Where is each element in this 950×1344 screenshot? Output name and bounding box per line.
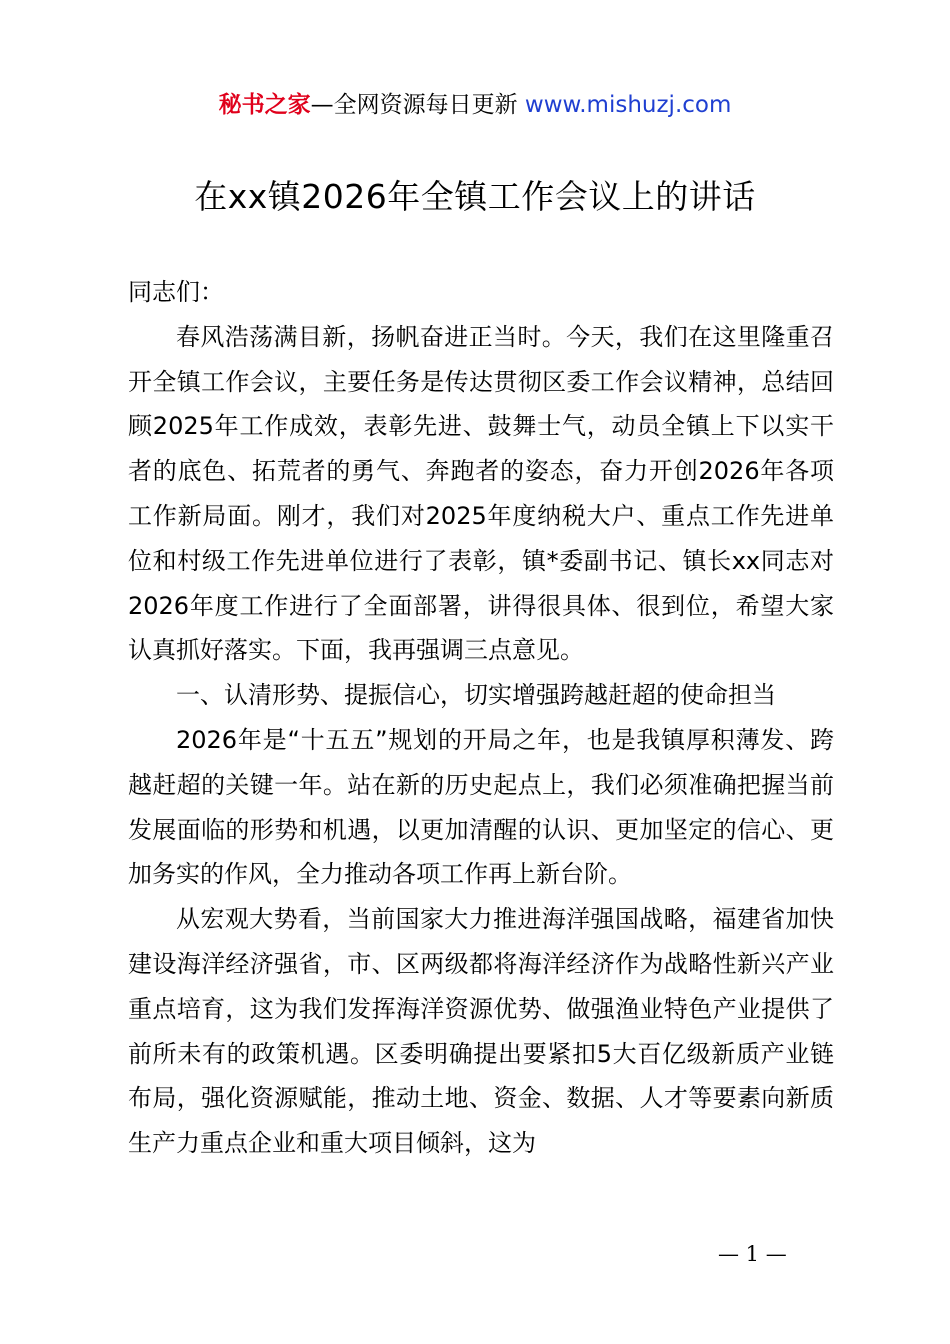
body-paragraph: 2026年是“十五五”规划的开局之年，也是我镇厚积薄发、跨越赶超的关键一年。站在新的历史起点上，我们必须准确把握当前发展面临的形势和机遇，以更加清醒的认识、更加坚定的信心、更加务实的作风，全力推动各项工作再上新台阶。	[128, 725, 834, 889]
section-heading: 一、认清形势、提振信心，切实增强跨越赶超的使命担当	[176, 681, 776, 710]
body-paragraph: 从宏观大势看，当前国家大力推进海洋强国战略，福建省加快建设海洋经济强省，市、区两级都将海洋经济作为战略性新兴产业重点培育，这为我们发挥海洋资源优势、做强渔业特色产业提供了前所未有的政策机遇。区委明确提出要紧扣5大百亿级新质产业链布局，强化资源赋能，推动土地、资金、数据、人才等要素向新质生产力重点企业和重大项目倾斜，这为	[128, 905, 834, 1158]
body-paragraph: 春风浩荡满目新，扬帆奋进正当时。今天，我们在这里隆重召开全镇工作会议，主要任务是传达贯彻区委工作会议精神，总结回顾2025年工作成效，表彰先进、鼓舞士气，动员全镇上下以实干者的底色、拓荒者的勇气、奔跑者的姿态，奋力开创2026年各项工作新局面。刚才，我们对2025年度纳税大户、重点工作先进单位和村级工作先进单位进行了表彰，镇*委副书记、镇长xx同志对2026年度工作进行了全面部署，讲得很具体、很到位，希望大家认真抓好落实。下面，我再强调三点意见。	[128, 322, 834, 665]
site-url-link[interactable]: www.mishuzj.com	[524, 92, 732, 118]
page-number: — 1 —	[718, 1242, 787, 1266]
salutation: 同志们：	[128, 278, 224, 306]
document-title: 在xx镇2026年全镇工作会议上的讲话	[194, 177, 756, 216]
brand-name: 秘书之家	[218, 92, 311, 118]
site-tagline: —全网资源每日更新	[310, 92, 525, 118]
site-banner	[0, 86, 950, 124]
document-body	[128, 270, 834, 1166]
